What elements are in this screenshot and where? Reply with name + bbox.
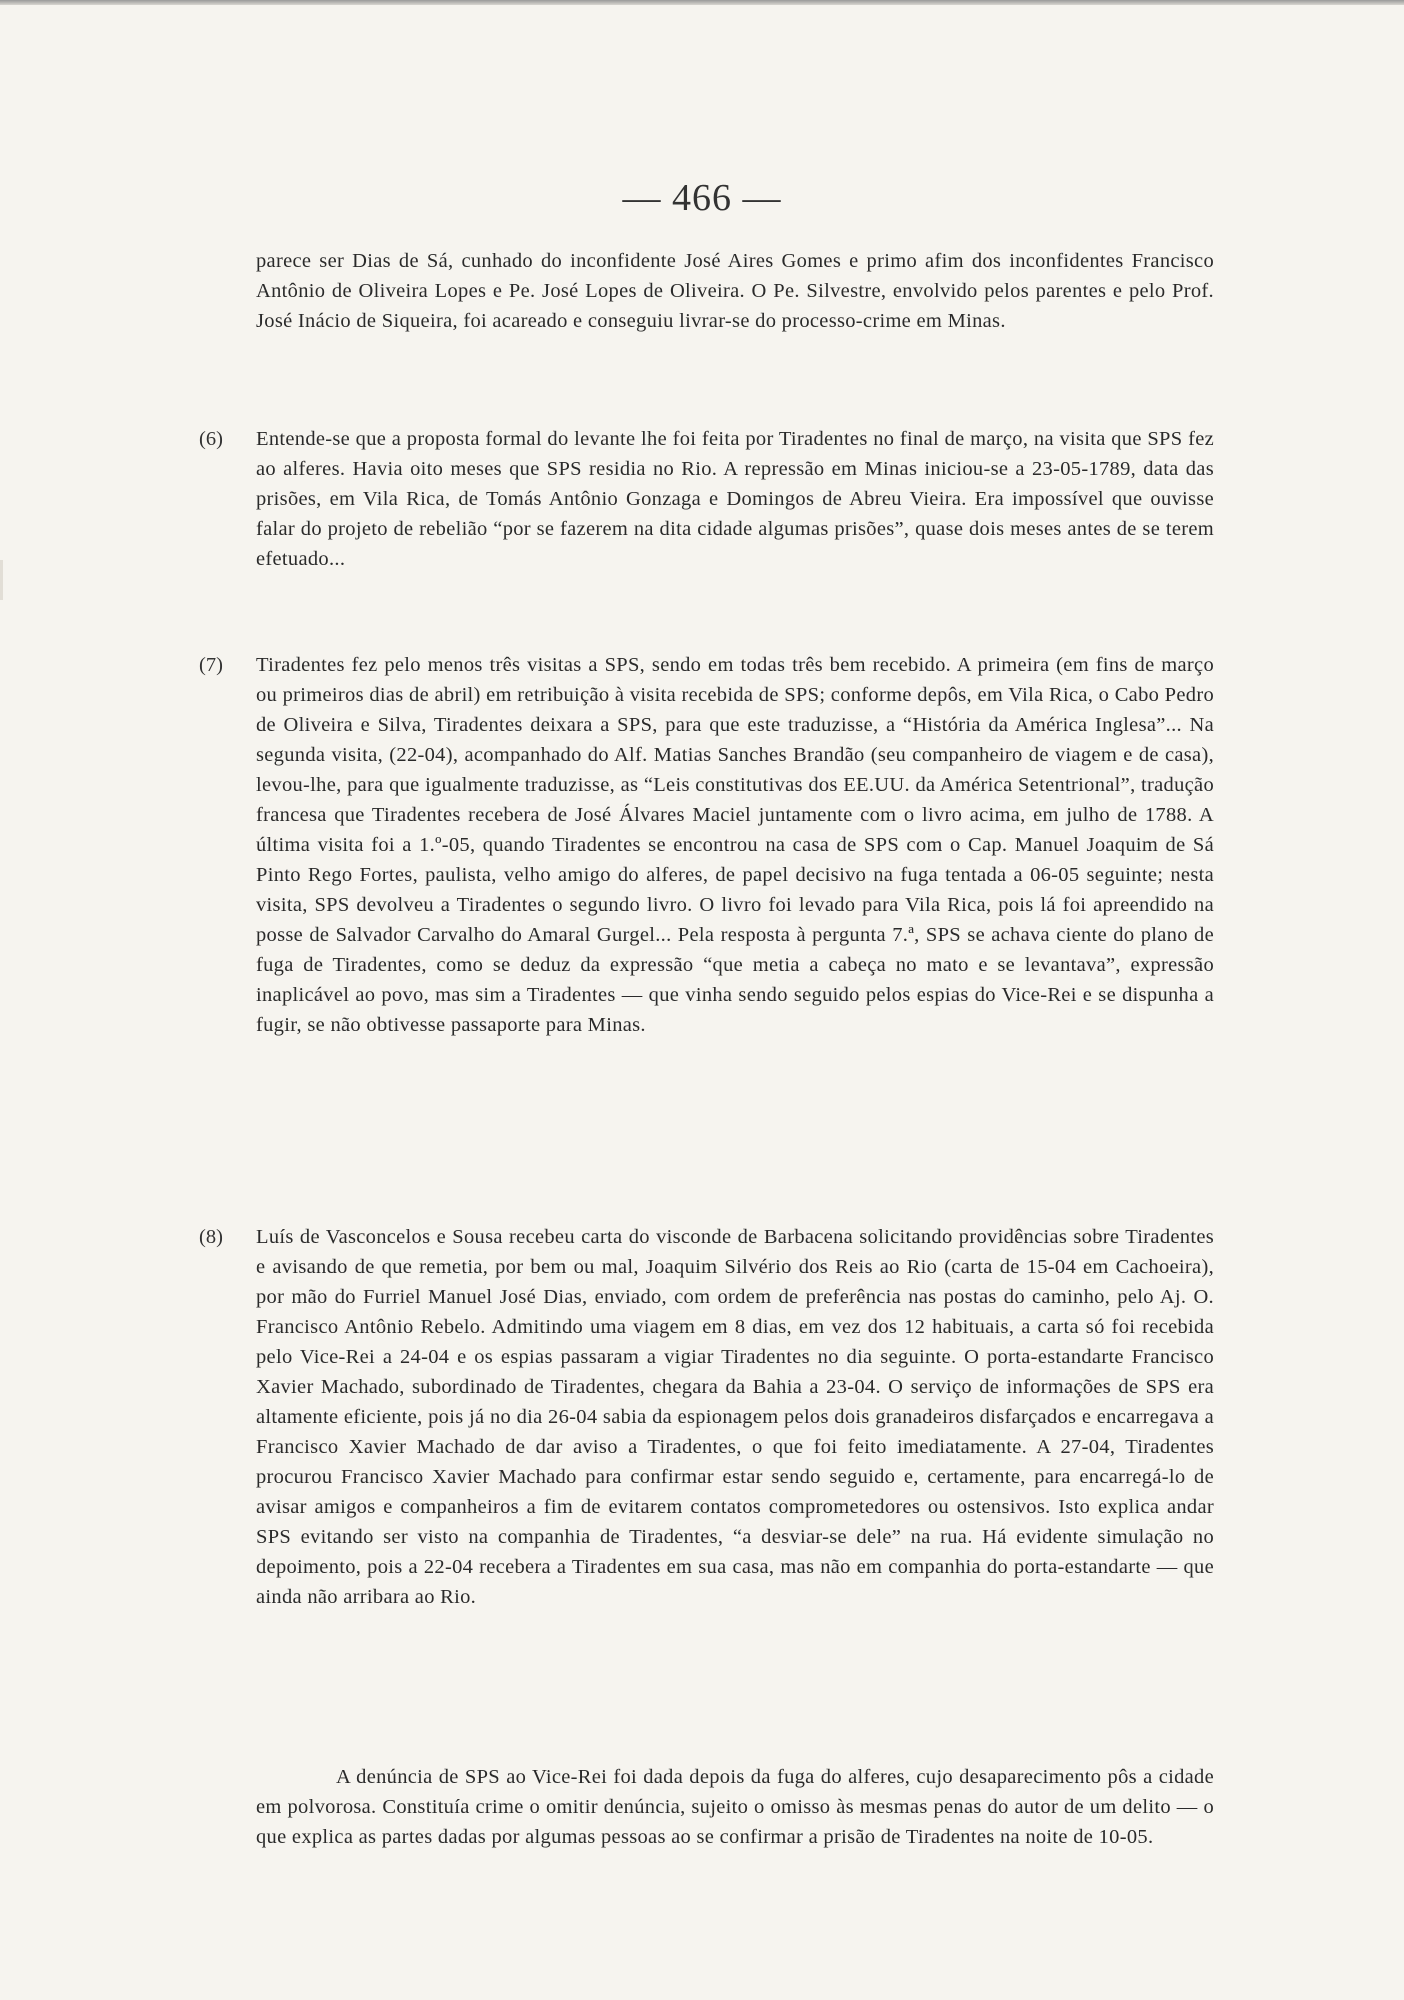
note-6-number: (6) (199, 428, 223, 450)
note-7-number: (7) (199, 654, 223, 676)
note-8-paragraph: Luís de Vasconcelos e Sousa recebeu carta do visconde de Barbacena solicitando providências sobre Tiradentes e avisando de que remetia, por bem ou mal, Joaquim Silvério dos Reis ao Rio (carta de 15-04 em Cachoeira), por mão do Furriel Manuel José Dias, enviado, com ordem de preferência nas postas do caminho, pelo Aj. O. Francisco Antônio Rebelo. Admitindo uma viagem em 8 dias, em vez dos 12 habituais, a carta só foi recebida pelo Vice-Rei a 24-04 e os espias passaram a vigiar Tiradentes no dia seguinte. O porta-estandarte Francisco Xavier Machado, subordinado de Tiradentes, chegara da Bahia a 23-04. O serviço de informações de SPS era altamente eficiente, pois já no dia 26-04 sabia da espionagem pelos dois granadeiros disfarçados e encarregava a Francisco Xavier Machado de dar aviso a Tiradentes, o que foi feito imediatamente. A 27-04, Tiradentes procurou Francisco Xavier Machado para confirmar estar sendo seguido e, certamente, para encarregá-lo de avisar amigos e companheiros a fim de evitarem contatos comprometedores ou ostensivos. Isto explica andar SPS evitando ser visto na companhia de Tiradentes, “a desviar-se dele” na rua. Há evidente simulação no depoimento, pois a 22-04 recebera a Tiradentes em sua casa, mas não em companhia do porta-estandarte — que ainda não arribara ao Rio. (256, 1226, 1214, 1608)
page-number: — 466 — (622, 177, 782, 219)
note-8-number: (8) (199, 1226, 223, 1248)
scan-margin-mark (0, 560, 3, 600)
note-7-paragraph: Tiradentes fez pelo menos três visitas a SPS, sendo em todas três bem recebido. A primeira (em fins de março ou primeiros dias de abril) em retribuição à visita recebida de SPS; conforme depôs, em Vila Rica, o Cabo Pedro de Oliveira e Silva, Tiradentes deixara a SPS, para que este traduzisse, a “História da América Inglesa”... Na segunda visita, (22-04), acompanhado do Alf. Matias Sanches Brandão (seu companheiro de viagem e de casa), levou-lhe, para que igualmente traduzisse, as “Leis constitutivas dos EE.UU. da América Setentrional”, tradução francesa que Tiradentes recebera de José Álvares Maciel juntamente com o livro acima, em julho de 1788. A última visita foi a 1.º-05, quando Tiradentes se encontrou na casa de SPS com o Cap. Manuel Joaquim de Sá Pinto Rego Fortes, paulista, velho amigo do alferes, de papel decisivo na fuga tentada a 06-05 seguinte; nesta visita, SPS devolveu a Tiradentes o segundo livro. O livro foi levado para Vila Rica, pois lá foi apreendido na posse de Salvador Carvalho do Amaral Gurgel... Pela resposta à pergunta 7.ª, SPS se achava ciente do plano de fuga de Tiradentes, como se deduz da expressão “que metia a cabeça no mato e se levantava”, expressão inaplicável ao povo, mas sim a Tiradentes — que vinha sendo seguido pelos espias do Vice-Rei e se dispunha a fugir, se não obtivesse passaporte para Minas. (256, 654, 1214, 1036)
intro-paragraph: parece ser Dias de Sá, cunhado do inconfidente José Aires Gomes e primo afim dos inconfidentes Francisco Antônio de Oliveira Lopes e Pe. José Lopes de Oliveira. O Pe. Silvestre, envolvido pelos parentes e pelo Prof. José Inácio de Siqueira, foi acareado e conseguiu livrar-se do processo-crime em Minas. (256, 250, 1214, 332)
page-top-edge (0, 0, 1404, 5)
closing-paragraph: A denúncia de SPS ao Vice-Rei foi dada depois da fuga do alferes, cujo desaparecimento pôs a cidade em polvorosa. Constituía crime o omitir denúncia, sujeito o omisso às mesmas penas do autor de um delito — o que explica as partes dadas por algumas pessoas ao se confirmar a prisão de Tiradentes na noite de 10-05. (256, 1766, 1214, 1848)
note-6-paragraph: Entende-se que a proposta formal do levante lhe foi feita por Tiradentes no final de março, na visita que SPS fez ao alferes. Havia oito meses que SPS residia no Rio. A repressão em Minas iniciou-se a 23-05-1789, data das prisões, em Vila Rica, de Tomás Antônio Gonzaga e Domingos de Abreu Vieira. Era impossível que ouvisse falar do projeto de rebelião “por se fazerem na dita cidade algumas prisões”, quase dois meses antes de se terem efetuado... (256, 428, 1214, 570)
